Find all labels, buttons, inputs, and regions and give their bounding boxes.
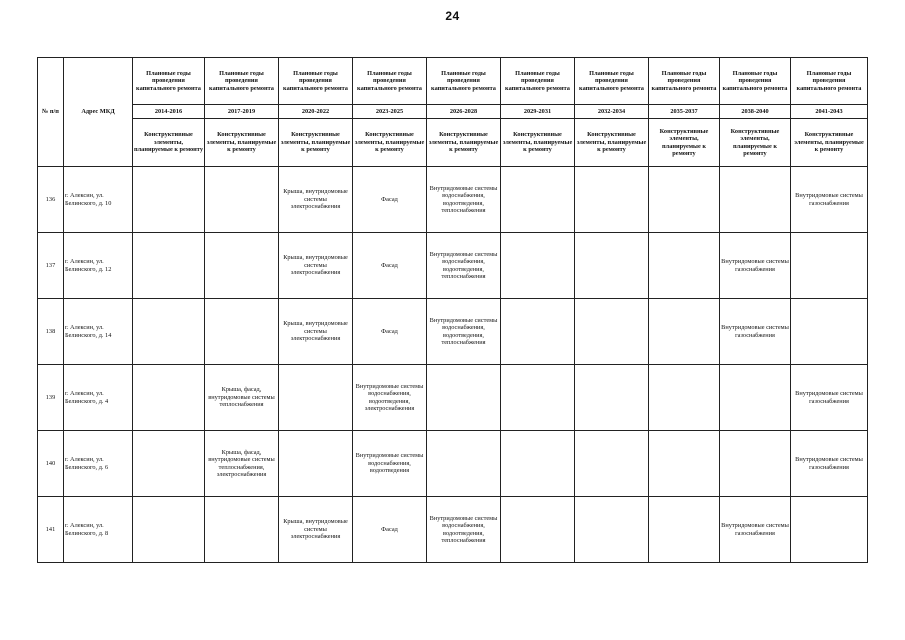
table-row [38,497,868,563]
page-number: 24 [445,9,460,23]
repair-elements-cell: Крыша, внутридомовые системы электроснабжения [279,167,353,233]
repair-elements-cell [791,497,868,563]
header-year-range: 2041-2043 [791,105,868,119]
header-elements-label: Конструктивные элементы, планируемые к ремонту [205,119,279,167]
header-year-range: 2026-2028 [427,105,501,119]
repair-elements-cell [205,299,279,365]
repair-elements-cell: Внутридомовые системы водоснабжения, водоотведения, теплоснабжения [427,233,501,299]
repair-elements-cell: Внутридомовые системы газоснабжения [791,167,868,233]
repair-elements-cell [720,431,791,497]
repair-elements-cell [649,365,720,431]
repair-elements-cell [205,497,279,563]
row-number: 138 [38,299,64,365]
header-year-range: 2020-2022 [279,105,353,119]
repair-elements-cell [501,497,575,563]
repair-elements-cell: Крыша, внутридомовые системы электроснабжения [279,497,353,563]
repair-elements-cell: Внутридомовые системы водоснабжения, водоотведения, теплоснабжения [427,497,501,563]
repair-elements-cell: Крыша, внутридомовые системы электроснабжения [279,233,353,299]
repair-elements-cell: Крыша, фасад, внутридомовые системы теплоснабжения, электроснабжения [205,431,279,497]
header-elements-label: Конструктивные элементы, планируемые к ремонту [649,119,720,167]
repair-elements-cell [279,365,353,431]
repair-elements-cell: Внутридомовые системы газоснабжения [720,497,791,563]
header-number: № п/п [38,58,64,167]
header-plan-label: Плановые годы проведения капитального ремонта [353,58,427,105]
repair-elements-cell [205,167,279,233]
row-number: 136 [38,167,64,233]
capital-repair-schedule-table [37,57,868,563]
repair-elements-cell [649,167,720,233]
repair-elements-cell [720,365,791,431]
repair-elements-cell: Внутридомовые системы водоснабжения, водоотведения, электроснабжения [353,365,427,431]
header-year-range: 2029-2031 [501,105,575,119]
repair-elements-cell [205,233,279,299]
repair-elements-cell: Внутридомовые системы водоснабжения, водоотведения, теплоснабжения [427,299,501,365]
header-plan-label: Плановые годы проведения капитального ремонта [649,58,720,105]
repair-elements-cell: Внутридомовые системы газоснабжения [791,431,868,497]
repair-elements-cell [575,497,649,563]
repair-elements-cell [501,167,575,233]
repair-elements-cell [133,167,205,233]
repair-elements-cell: Внутридомовые системы газоснабжения [720,299,791,365]
header-elements-label: Конструктивные элементы, планируемые к ремонту [720,119,791,167]
header-year-range: 2014-2016 [133,105,205,119]
repair-elements-cell [720,167,791,233]
row-number: 141 [38,497,64,563]
repair-elements-cell: Фасад [353,497,427,563]
repair-elements-cell [133,365,205,431]
header-year-range: 2035-2037 [649,105,720,119]
repair-elements-cell [133,431,205,497]
repair-elements-cell [501,299,575,365]
repair-elements-cell [133,299,205,365]
repair-elements-cell: Фасад [353,167,427,233]
repair-elements-cell: Фасад [353,299,427,365]
repair-elements-cell [133,233,205,299]
repair-elements-cell [649,431,720,497]
header-elements-label: Конструктивные элементы, планируемые к ремонту [353,119,427,167]
repair-elements-cell [427,431,501,497]
header-elements-label: Конструктивные элементы, планируемые к ремонту [575,119,649,167]
table-row [38,233,868,299]
header-plan-label: Плановые годы проведения капитального ремонта [501,58,575,105]
row-number: 139 [38,365,64,431]
repair-elements-cell: Внутридомовые системы газоснабжения [791,365,868,431]
table-row [38,431,868,497]
repair-elements-cell [501,365,575,431]
repair-elements-cell [575,365,649,431]
header-elements-label: Конструктивные элементы, планируемые к ремонту [133,119,205,167]
repair-elements-cell [279,431,353,497]
repair-elements-cell [501,431,575,497]
header-plan-label: Плановые годы проведения капитального ремонта [575,58,649,105]
repair-elements-cell [575,299,649,365]
repair-elements-cell: Фасад [353,233,427,299]
repair-elements-cell [427,365,501,431]
repair-elements-cell [791,299,868,365]
header-elements-label: Конструктивные элементы, планируемые к ремонту [501,119,575,167]
header-plan-label: Плановые годы проведения капитального ремонта [427,58,501,105]
repair-elements-cell: Внутридомовые системы газоснабжения [720,233,791,299]
row-address: г. Алексин, ул. Белинского, д. 14 [64,299,133,365]
table-body [38,167,868,563]
row-address: г. Алексин, ул. Белинского, д. 4 [64,365,133,431]
repair-elements-cell [649,299,720,365]
header-elements-label: Конструктивные элементы, планируемые к ремонту [279,119,353,167]
table-row [38,365,868,431]
header-year-range: 2032-2034 [575,105,649,119]
header-year-range: 2038-2040 [720,105,791,119]
repair-elements-cell [649,233,720,299]
header-elements-label: Конструктивные элементы, планируемые к ремонту [427,119,501,167]
header-year-range: 2017-2019 [205,105,279,119]
header-year-range: 2023-2025 [353,105,427,119]
row-number: 137 [38,233,64,299]
row-address: г. Алексин, ул. Белинского, д. 12 [64,233,133,299]
row-address: г. Алексин, ул. Белинского, д. 8 [64,497,133,563]
repair-elements-cell: Крыша, внутридомовые системы электроснабжения [279,299,353,365]
repair-elements-cell [501,233,575,299]
table-header [38,58,868,167]
repair-elements-cell [575,233,649,299]
repair-elements-cell [133,497,205,563]
repair-elements-cell [791,233,868,299]
row-address: г. Алексин, ул. Белинского, д. 10 [64,167,133,233]
repair-elements-cell [575,431,649,497]
header-address: Адрес МКД [64,58,133,167]
header-plan-label: Плановые годы проведения капитального ремонта [279,58,353,105]
header-plan-label: Плановые годы проведения капитального ремонта [720,58,791,105]
header-plan-label: Плановые годы проведения капитального ремонта [791,58,868,105]
header-plan-label: Плановые годы проведения капитального ремонта [205,58,279,105]
repair-elements-cell: Внутридомовые системы водоснабжения, водоотведения [353,431,427,497]
repair-elements-cell [649,497,720,563]
repair-elements-cell: Крыша, фасад, внутридомовые системы теплоснабжения [205,365,279,431]
row-number: 140 [38,431,64,497]
table-row [38,167,868,233]
row-address: г. Алексин, ул. Белинского, д. 6 [64,431,133,497]
table-row [38,299,868,365]
header-plan-label: Плановые годы проведения капитального ремонта [133,58,205,105]
header-elements-label: Конструктивные элементы, планируемые к ремонту [791,119,868,167]
repair-elements-cell [575,167,649,233]
repair-elements-cell: Внутридомовые системы водоснабжения, водоотведения, теплоснабжения [427,167,501,233]
